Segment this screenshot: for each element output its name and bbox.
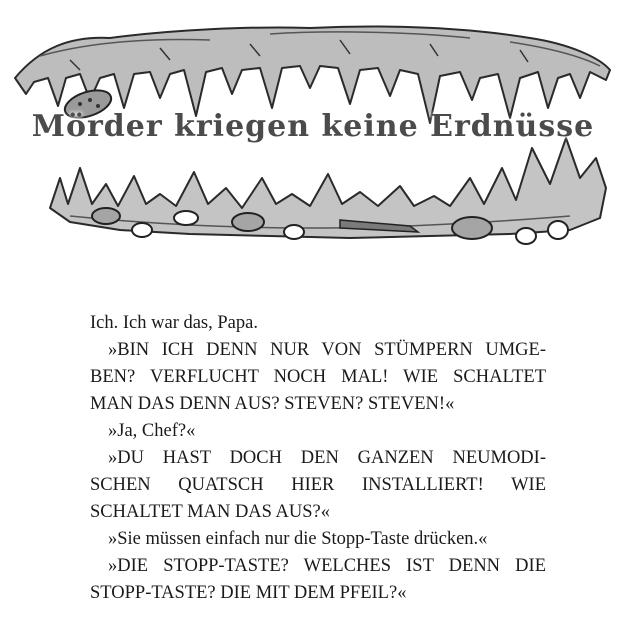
text-line: STOPP-TASTE? DIE MIT DEM PFEIL?« [90, 583, 407, 603]
paragraph [90, 445, 546, 526]
text-line: SCHEN QUATSCH HIER INSTALLIERT! WIE [90, 475, 546, 495]
text-line: »BIN ICH DENN NUR VON STÜMPERN UMGE- [108, 340, 546, 360]
cave-floor [50, 138, 606, 238]
text-line: BEN? VERFLUCHT NOCH MAL! WIE SCHALTET [90, 367, 546, 387]
text-line: »DU HAST DOCH DEN GANZEN NEUMODI- [108, 448, 546, 468]
paragraph [90, 418, 546, 445]
paragraph [90, 310, 546, 337]
paragraph [90, 337, 546, 418]
text-line: »Sie müssen einfach nur die Stopp-Taste drücken.« [108, 529, 488, 549]
paragraph [90, 526, 546, 553]
body-text [90, 310, 546, 607]
text-line: Ich. Ich war das, Papa. [90, 313, 258, 333]
text-line: MAN DAS DENN AUS? STEVEN? STEVEN!« [90, 394, 455, 414]
text-line: SCHALTET MAN DAS AUS?« [90, 502, 331, 522]
chapter-header [10, 8, 616, 253]
paragraph [90, 553, 546, 607]
chapter-title: Mörder kriegen keine Erdnüsse [31, 109, 595, 144]
text-line: »Ja, Chef?« [108, 421, 196, 441]
text-line: »DIE STOPP-TASTE? WELCHES IST DENN DIE [108, 556, 546, 576]
